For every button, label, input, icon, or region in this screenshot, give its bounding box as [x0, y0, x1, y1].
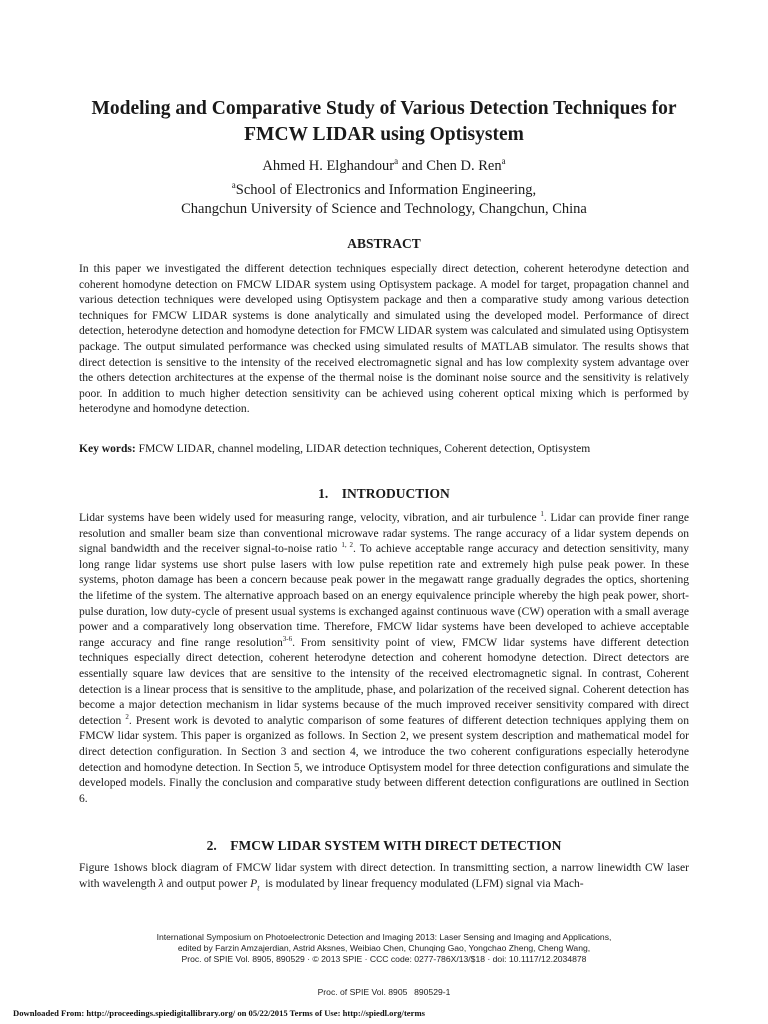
- intro-part-4: . From sensitivity point of view, FMCW lidar systems have different detection techniques especially direct detection, coherent heterodyne detection and coherent homodyne detection. Direct detectors are essentially square law devices that are sensitive to the intensity of the received electromagnetic signal. In contrast, Coherent detection is a linear process that is sensitive to the amplitude, phase, and polarization of the received signal. Coherent detection has become a major detection mechanism in lidar systems because of the much improved receiver sensitivity compared with direct detection: [79, 636, 689, 727]
- introduction-heading: 1. INTRODUCTION: [318, 486, 450, 501]
- author-2: Chen D. Ren: [426, 157, 502, 174]
- title-line-1: Modeling and Comparative Study of Various Detection Techniques for: [91, 98, 677, 119]
- keywords-text: FMCW LIDAR, channel modeling, LIDAR detection techniques, Coherent detection, Optisystem: [135, 443, 591, 455]
- affiliation-1: School of Electronics and Information Engineering,: [235, 181, 537, 198]
- citation-ref: 1: [540, 510, 544, 519]
- abstract-heading: ABSTRACT: [347, 236, 421, 251]
- sec2-part-1: Figure 1shows block diagram of FMCW lidar system with direct detection. In transmitting section, a narrow linewidth CW laser with wavelength: [79, 862, 689, 890]
- affiliation-2: Changchun University of Science and Technology, Changchun, China: [181, 200, 587, 217]
- footer-line-3: Proc. of SPIE Vol. 8905, 890529 · © 2013 SPIE · CCC code: 0277-786X/13/$18 · doi: 10.1117/12.2034878: [181, 954, 587, 965]
- affiliation-line-1: [40, 176, 728, 200]
- author-2-affil-mark: a: [501, 156, 506, 166]
- power-symbol: P: [250, 877, 258, 890]
- power-subscript: t: [257, 882, 260, 892]
- author-1-affil-mark: a: [394, 156, 399, 166]
- sec2-part-2: and output power: [163, 877, 251, 890]
- section-2-heading: 2. FMCW LIDAR SYSTEM WITH DIRECT DETECTION: [206, 838, 562, 853]
- page-number: Proc. of SPIE Vol. 8905 890529-1: [317, 987, 451, 997]
- author-block: [40, 152, 728, 219]
- keywords-label: Key words:: [79, 443, 136, 455]
- author-separator: and: [398, 157, 427, 174]
- footer-line-2: edited by Farzin Amzajerdian, Astrid Aksnes, Weibiao Chen, Chunqing Gao, Yongchao Zheng, Cheng Wang,: [177, 943, 591, 954]
- keywords: [79, 442, 689, 458]
- author-line: [40, 152, 728, 176]
- abstract-text: In this paper we investigated the different detection techniques especially direct detection, coherent heterodyne detection and coherent homodyne detection on FMCW LIDAR system using Optisystem package. A model for target, propagation channel and various detection techniques were developed using Optisystem package and then a comparative study among various detection techniques for FMCW LIDAR systems is done analytically and simulated using the developed model. Performance of direct detection, heterodyne detection and homodyne detection for FMCW LIDAR system was calculated and simulated using Optisystem package. The output simulated performance was checked using simulated results of MATLAB simulator. The results shows that direct detection is sensitive to the intensity of the received electromagnetic signal and has low complexity system advantage over the others detection architectures at the expense of the thermal noise is the dominant noise source and the sensitivity is relatively poor. In addition to much higher detection sensitivity can be achieved using coherent optical mixing which is performed by heterodyne and homodyne detection.: [79, 263, 689, 416]
- sec2-part-3: is modulated by linear frequency modulated (LFM) signal via Mach-: [259, 877, 584, 890]
- section-2-text: [79, 861, 689, 895]
- citation-ref: 1, 2: [341, 541, 354, 550]
- intro-part-2: . Lidar can provide finer range resolution and smaller beam size than conventional microwave radar systems. The range accuracy of a lidar system depends on signal bandwidth and the receiver signal-to-noise ratio: [79, 512, 689, 556]
- footer-line-1: International Symposium on Photoelectronic Detection and Imaging 2013: Laser Sensing and Imaging and Applications,: [156, 932, 612, 942]
- citation-ref: 2: [125, 712, 129, 721]
- conference-footer: [60, 932, 708, 966]
- intro-part-5: . Present work is devoted to analytic comparison of some features of different detection techniques applying them on FMCW lidar system. This paper is organized as follows. In Section 2, we present system description and mathematical model for direct detection configuration. In Section 3 and section 4, we introduce the two coherent configurations especially heterodyne detection and homodyne detection. In Section 5, we introduce Optisystem model for three detection configurations and simulate the developed models. Finally the conclusion and comparative study between different detection configurations are outlined in Section 6.: [79, 714, 689, 805]
- download-notice: Downloaded From: http://proceedings.spiedigitallibrary.org/ on 05/22/2015 Terms of Use: http://spiedl.org/terms: [13, 1008, 425, 1018]
- paper-title: [40, 96, 728, 148]
- citation-ref: 3-6: [282, 634, 293, 643]
- intro-part-3: . To achieve acceptable range accuracy and detection sensitivity, many long range lidar systems use short pulse lasers with low pulse repetition rate and extremely high pulse peak power. In these systems, photon damage has been a concern because peak power in the megawatt range gradually degrades the optics, shortening the lifetime of the system. The alternative approach based on an energy equivalence principle whereby the high peak power, short-pulse duration, low duty-cycle of present usual systems is exchanged against continuous wave (CW) operation with a small average power and a comparatively long observation time. Therefore, FMCW lidar systems have been developed to achieve acceptable range accuracy and fine range resolution: [79, 543, 689, 649]
- affiliation-mark: a: [231, 179, 236, 190]
- intro-part-1: Lidar systems have been widely used for measuring range, velocity, vibration, and air turbulence: [79, 512, 541, 524]
- title-line-2: FMCW LIDAR using Optisystem: [244, 124, 524, 145]
- introduction-text: [79, 511, 689, 807]
- author-1: Ahmed H. Elghandour: [262, 157, 395, 174]
- lambda-symbol: λ: [158, 877, 164, 890]
